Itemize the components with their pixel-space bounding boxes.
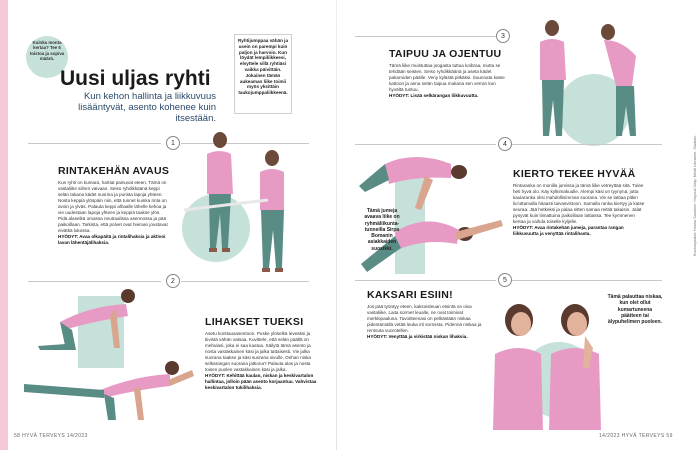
exercise-number-1: 1 [166, 136, 180, 150]
exercise-benefit-1: HYÖDYT: Avaa olkapäitä ja rintalihaksia ja aktivoi lavan lähentäjälihaksia. [58, 234, 166, 245]
exercise-body-3: Tämä liike muistuttaa joogasta tuttua koibraa, mutta se tehdään seisten. Seiso ryhdikkäänä ja aseta kädet pakaroiden päälle. Veny kylästä pitkäksi. Suunnata katse kattoon ja anna selän taipua mukana sen verran kun hyvältä tuntuu. [389, 63, 505, 92]
page-folio-right: 14/2023 HYVÄ TERVEYS 59 [599, 433, 673, 439]
section-divider [512, 144, 662, 145]
exercise-body-5: Jos pää työntyy eteen, kaksoisleuan etsintä on oiva vastaliike. Laita sormet leualle, ne ovat toimivat merkkipaaluna. Tavoitteenasi on pelkästään niskaa pidentämällä vetää leuka irti sormista. Pidennä niskaa ja rentouta vuorotellen. [367, 304, 482, 333]
photo-credit: Kuvauspaikat: Hanna Saarinen, Hayoud Oaip, Meidi Lihvanen, Stadium. [693, 134, 697, 256]
exercise-body-2: Asetu konttausasentoon. Puske ylöselkä leveäksi ja tiivistä vähän vatsaa. Kuvittele, että selän päällä on mehulasi, joka ei saa kaatua. Säilytä tämä asento ja nosta vastakkainen käsi ja jalka tattaisesti. Vie jalka suorana taakse ja käsi suorana sivulle. Onhan niska selkärangan suorana jatkona? Palauta alas ja nosta toisen puolen vastakkainen käsi ja jalka. [205, 331, 311, 372]
exercise-text-2 [205, 331, 323, 391]
exercise-number-5: 5 [498, 273, 512, 287]
exercise-heading-1: RINTAKEHÄN AVAUS [58, 165, 170, 177]
exercise-heading-4: KIERTO TEKEE HYVÄÄ [513, 168, 636, 180]
left-page [0, 0, 337, 450]
exercise-number-4: 4 [498, 137, 512, 151]
model-figure [549, 304, 601, 430]
tip-box: Ryhtijumppaa vähän ja usein on parempi kuin paljon ja harvoin. Kun löydät lempiliikkeesi, elvyttele sillä ryhtiäsi vaikka päivittäin. Jokainen tämän aukeaman liike toimii myös yksittäin taukojumppaliikkeenä. [234, 34, 292, 114]
page-subtitle: Kun kehon hallinta ja liikkuvuus lisääntyvät, asento kohenee kuin itsestään. [78, 91, 216, 124]
section-divider [28, 143, 161, 144]
exercise-benefit-5: HYÖDYT: Venyttää ja virkistää niskan lihaksia. [367, 334, 468, 339]
model-caption: Tämä jumeja avaava liike on ryhmäliikunta-tunneilla Sirpa Bomanin asiakkaiden suosikki. [364, 208, 400, 252]
exercise-text-5 [367, 304, 485, 340]
exercise-heading-2: LIHAKSET TUEKSI [205, 316, 304, 328]
exercise-benefit-4: HYÖDYT: Avaa rintakehän jumeja, parantaa rangan liikkuvuutta ja venyttää rintalihasta. [513, 225, 624, 236]
exercise-text-1 [58, 180, 170, 246]
photo-chest-opener [176, 118, 304, 278]
exercise-text-4 [513, 183, 647, 237]
model-figure [540, 20, 566, 136]
section-divider [355, 280, 496, 281]
photo-standing-backbend [522, 10, 672, 140]
section-divider [28, 281, 161, 282]
exercise-body-1: Kun ryhti on kumara, hartiat painuvat eteen. Tämä on vastaliike siihen vaivaan. Seiso ryhdikkäänä keppi selän takana kädet suorina ja purista lapoja yhteen. Nosta keppiä ylöspäin niin, että tunnet kuinka rinta on avoin ja ylväs. Palauta keppi alhaalle lähelle kehoa ja vie uudestaan lapoja yhteen ja keppiä taakse ylös. Pidä alaselkä omassa neutraalissa asennossa ja pää paikoillaan. Tarkista, että polvet ovat hieman joustavat eivätkä lukossa. [58, 180, 168, 233]
exercise-number-2: 2 [166, 274, 180, 288]
exercise-body-4: Rintaranka on monilla jumissa ja tämä liike vetreyttää sitä. Tulee heti hyvä olo. Käy kylkimakuulle. Alempi käsi on tyynynä, jotta kaularanka olisi mahdollisimman suorana. Vie se lattiaa pitkin liu'uttamalla hitaasti taivasvistoon. Samalla ranka kiertyy ja katse seuraa. Jää hetkeksi ja palaa sitten samaa reittiä takaisin. Jalat pysyvät kuin liimattuina paikoillaan lattiassa. Tee kymmenen kertaa ja vaihda toiselle kyljelle. [513, 183, 645, 224]
photo-bird-dog [20, 286, 195, 426]
section-divider [181, 281, 309, 282]
model-figure [260, 150, 284, 272]
photo-chin-tuck [489, 284, 605, 430]
exercise-benefit-3: HYÖDYT: Lisää selkärangan liikkuvuutta. [389, 93, 479, 98]
section-divider [355, 144, 496, 145]
page-title: Uusi uljas ryhti [60, 67, 211, 90]
section-divider [512, 280, 662, 281]
neck-caption: Tämä palauttaa niskaa, kun olet ollut kumartuneena päätteen tai älypuhelimen puoleen. [607, 294, 663, 326]
model-figure [493, 304, 543, 430]
page-folio-left: 58 HYVÄ TERVEYS 14/2023 [14, 433, 88, 439]
exercise-benefit-2: HYÖDYT: Kehittää kaulan, niskan ja keskivartalon hallintaa, jolloin pään asento korjaantuu. Vahvistaa keskivartalon tukilihaksia. [205, 373, 317, 390]
model-figure [24, 361, 194, 420]
accent-strip [0, 0, 8, 450]
exercise-number-3: 3 [496, 29, 510, 43]
exercise-heading-3: TAIPUU JA OJENTUU [389, 48, 502, 60]
exercise-text-3 [389, 63, 511, 99]
reps-sticker: Kuinka monta kertaa? Tee 5 toistoa ja sopiva määrä. [26, 36, 68, 78]
exercise-heading-5: KAKSARI ESIIN! [367, 289, 453, 301]
right-page [337, 0, 697, 450]
section-divider [355, 36, 496, 37]
